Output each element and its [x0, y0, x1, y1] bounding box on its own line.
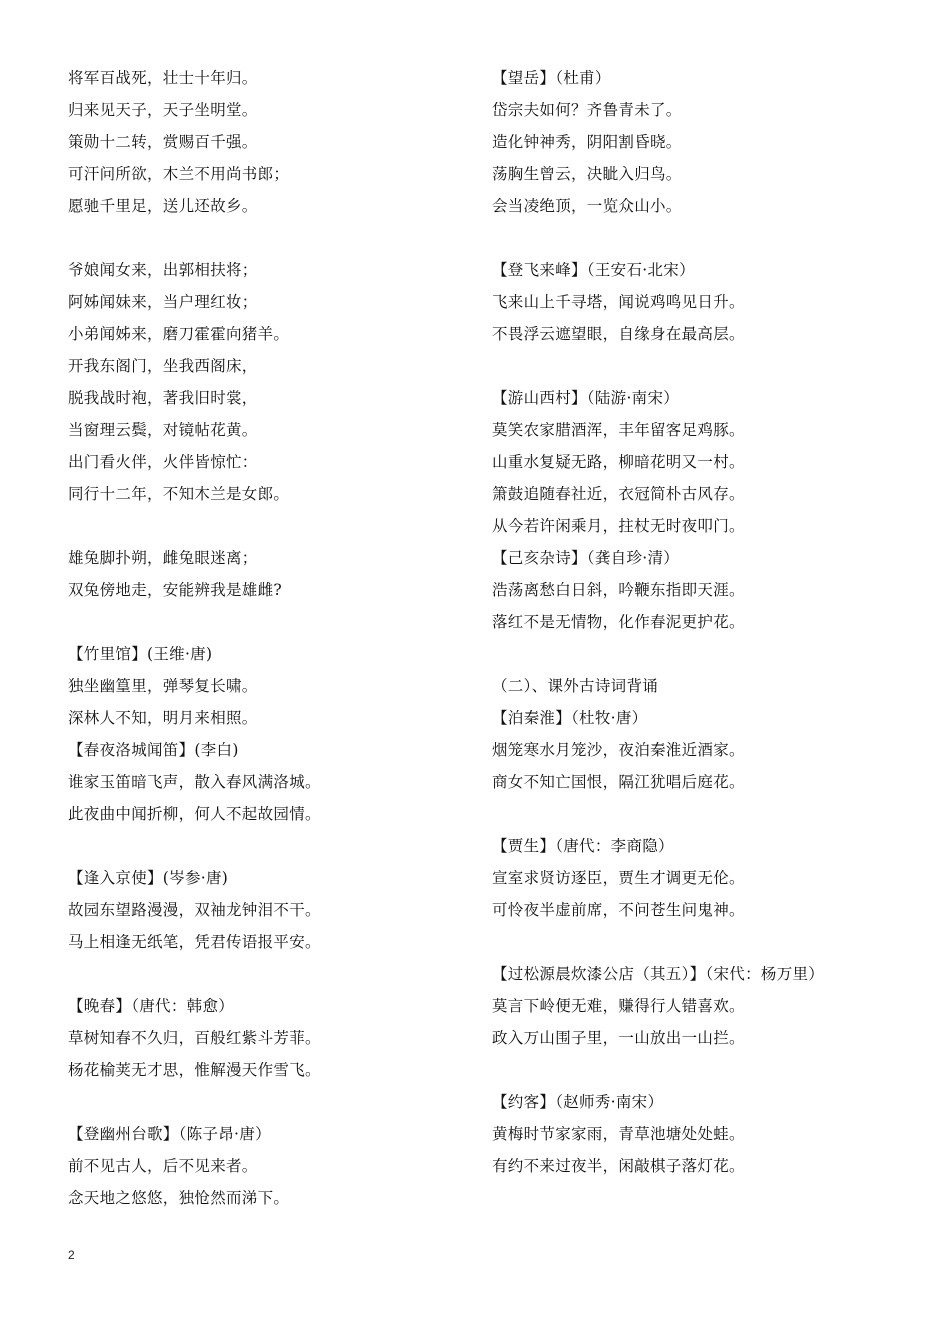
poem-title: 【泊秦淮】（杜牧·唐）	[492, 709, 648, 727]
poem-line: 雄兔脚扑朔，雌兔眼迷离；	[68, 549, 258, 567]
blank-line	[492, 926, 932, 958]
poem-line: 出门看火伴，火伴皆惊忙：	[68, 453, 258, 471]
poem-title: 【己亥杂诗】（龚自珍·清）	[492, 549, 680, 567]
poem-line: 不畏浮云遮望眼，自缘身在最高层。	[492, 325, 745, 343]
blank-line	[68, 958, 468, 990]
poem-line: 前不见古人，后不见来者。	[68, 1157, 258, 1175]
poem-line: 此夜曲中闻折柳，何人不起故园情。	[68, 805, 321, 823]
poem-line: 爷娘闻女来，出郭相扶将；	[68, 261, 258, 279]
poem-line: 归来见天子，天子坐明堂。	[68, 101, 258, 119]
poem-title: 【登飞来峰】（王安石·北宋）	[492, 261, 695, 279]
poem-line: 从今若许闲乘月，拄杖无时夜叩门。	[492, 517, 745, 535]
poem-line: 荡胸生曾云，决眦入归鸟。	[492, 165, 682, 183]
poem-line: 开我东阁门，坐我西阁床，	[68, 357, 258, 375]
poem-line: 马上相逢无纸笔，凭君传语报平安。	[68, 933, 321, 951]
poem-line: 草树知春不久归，百般红紫斗芳菲。	[68, 1029, 321, 1047]
poem-title: 【过松源晨炊漆公店（其五）】（宋代：杨万里）	[492, 965, 825, 983]
page-number: 2	[68, 1248, 75, 1262]
blank-line	[68, 1086, 468, 1118]
poem-line: 宣室求贤访逐臣，贾生才调更无伦。	[492, 869, 745, 887]
poem-line: 杨花榆荚无才思，惟解漫天作雪飞。	[68, 1061, 321, 1079]
poem-line: 脱我战时袍，著我旧时裳，	[68, 389, 258, 407]
right-column	[492, 62, 932, 1182]
poem-title: 【游山西村】（陆游·南宋）	[492, 389, 680, 407]
blank-line	[68, 830, 468, 862]
blank-line	[492, 350, 932, 382]
poem-title: 【春夜洛城闻笛】(李白)	[68, 741, 239, 759]
poem-line: 可怜夜半虚前席，不问苍生问鬼神。	[492, 901, 745, 919]
blank-line	[68, 606, 468, 638]
poem-line: 岱宗夫如何？齐鲁青未了。	[492, 101, 682, 119]
poem-line: 谁家玉笛暗飞声，散入春风满洛城。	[68, 773, 321, 791]
blank-line	[492, 638, 932, 670]
poem-line: 商女不知亡国恨，隔江犹唱后庭花。	[492, 773, 745, 791]
poem-line: 独坐幽篁里，弹琴复长啸。	[68, 677, 258, 695]
poem-line: 莫笑农家腊酒浑，丰年留客足鸡豚。	[492, 421, 745, 439]
poem-line: 小弟闻姊来，磨刀霍霍向猪羊。	[68, 325, 290, 343]
poem-line: 故园东望路漫漫，双袖龙钟泪不干。	[68, 901, 321, 919]
poem-line: 莫言下岭便无难，赚得行人错喜欢。	[492, 997, 745, 1015]
poem-line: 政入万山围子里，一山放出一山拦。	[492, 1029, 745, 1047]
poem-line: 落红不是无情物，化作春泥更护花。	[492, 613, 745, 631]
poem-title: （二）、课外古诗词背诵	[492, 677, 659, 695]
poem-title: 【逢入京使】(岑参·唐)	[68, 869, 229, 887]
poem-line: 念天地之悠悠，独怆然而涕下。	[68, 1189, 290, 1207]
poem-line: 可汗问所欲，木兰不用尚书郎；	[68, 165, 290, 183]
poem-line: 阿姊闻妹来，当户理红妆；	[68, 293, 258, 311]
poem-line: 当窗理云鬓，对镜帖花黄。	[68, 421, 258, 439]
poem-line: 愿驰千里足，送儿还故乡。	[68, 197, 258, 215]
poem-line: 烟笼寒水月笼沙，夜泊秦淮近酒家。	[492, 741, 745, 759]
poem-line: 同行十二年，不知木兰是女郎。	[68, 485, 290, 503]
poem-line: 箫鼓追随春社近，衣冠简朴古风存。	[492, 485, 745, 503]
poem-line: 策勋十二转，赏赐百千强。	[68, 133, 258, 151]
left-column	[68, 62, 468, 1214]
poem-line: 会当凌绝顶，一览众山小。	[492, 197, 682, 215]
poem-line: 将军百战死，壮士十年归。	[68, 69, 258, 87]
blank-line	[68, 222, 468, 254]
poem-title: 【约客】（赵师秀·南宋）	[492, 1093, 664, 1111]
poem-line: 双兔傍地走，安能辨我是雄雌?	[68, 581, 283, 599]
blank-line	[492, 222, 932, 254]
poem-line: 浩荡离愁白日斜，吟鞭东指即天涯。	[492, 581, 745, 599]
blank-line	[68, 510, 468, 542]
poem-title: 【晚春】（唐代：韩愈）	[68, 997, 235, 1015]
poem-line: 飞来山上千寻塔，闻说鸡鸣见日升。	[492, 293, 745, 311]
poem-line: 造化钟神秀，阴阳割昏晓。	[492, 133, 682, 151]
blank-line	[492, 1054, 932, 1086]
poem-title: 【竹里馆】(王维·唐)	[68, 645, 213, 663]
poem-line: 深林人不知，明月来相照。	[68, 709, 258, 727]
poem-title: 【登幽州台歌】（陈子昂·唐）	[68, 1125, 271, 1143]
poem-title: 【贾生】（唐代：李商隐）	[492, 837, 674, 855]
poem-line: 山重水复疑无路，柳暗花明又一村。	[492, 453, 745, 471]
poem-line: 有约不来过夜半，闲敲棋子落灯花。	[492, 1157, 745, 1175]
blank-line	[492, 798, 932, 830]
poem-title: 【望岳】（杜甫）	[492, 69, 611, 87]
poem-line: 黄梅时节家家雨，青草池塘处处蛙。	[492, 1125, 745, 1143]
